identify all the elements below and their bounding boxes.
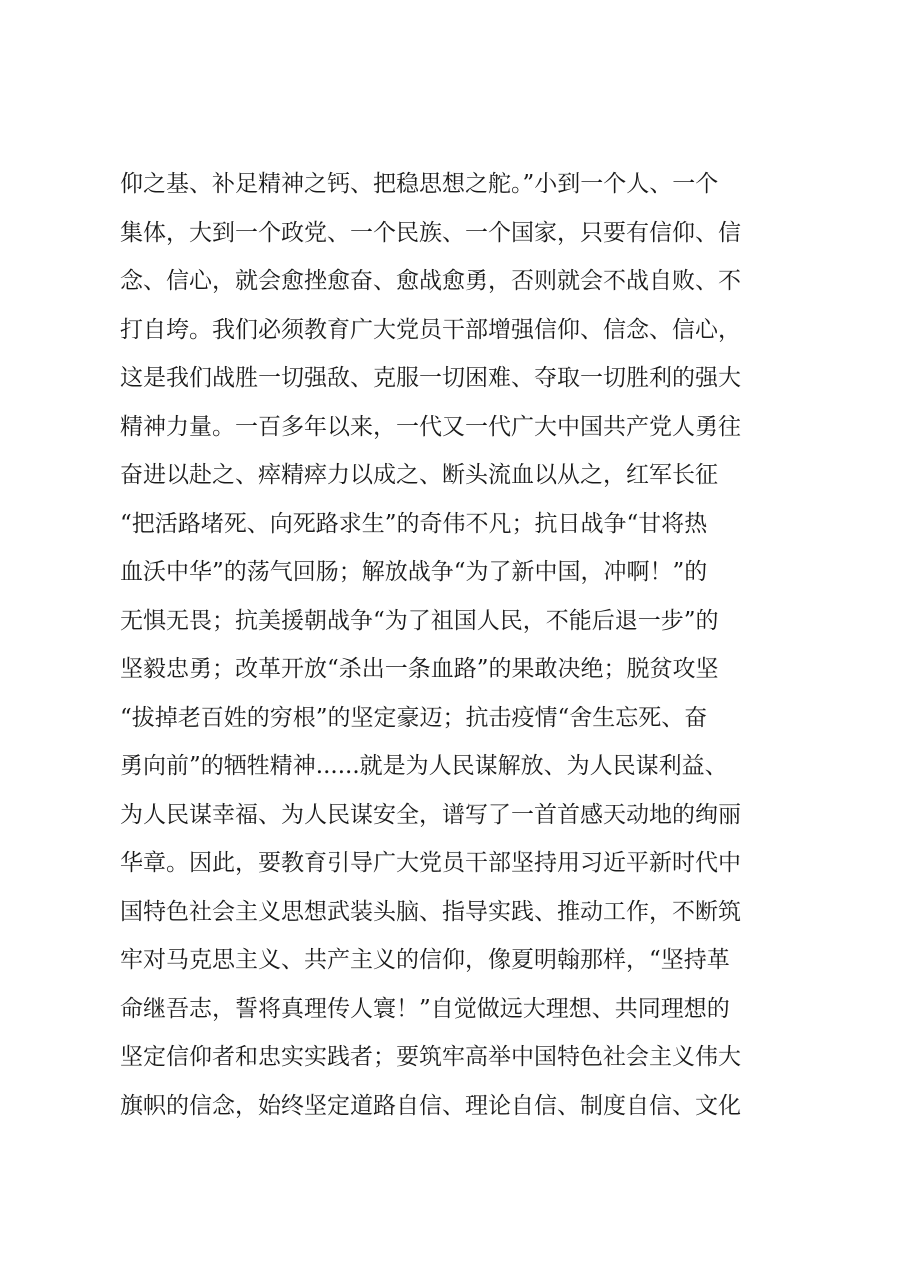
text-line-14: 为人民谋幸福、为人民谋安全，谱写了一首首感天动地的绚丽 xyxy=(120,801,741,828)
text-line-2: 集体，大到一个政党、一个民族、一个国家，只要有信仰、信 xyxy=(120,219,741,246)
text-line-1: 仰之基、补足精神之钙、把稳思想之舵。”小到一个人、一个 xyxy=(120,171,719,197)
body-text xyxy=(120,160,800,1130)
text-line-17: 牢对马克思主义、共产主义的信仰，像夏明翰那样，“坚持革 xyxy=(120,947,730,973)
text-line-5: 这是我们战胜一切强敌、克服一切困难、夺取一切胜利的强大 xyxy=(120,365,741,391)
text-line-4: 打自垮。我们必须教育广大党员干部增强信仰、信念、信心， xyxy=(120,316,741,343)
text-line-19: 坚定信仰者和忠实实践者；要筑牢高举中国特色社会主义伟大 xyxy=(120,1044,741,1070)
text-line-16: 国特色社会主义思想武装头脑、指导实践、推动工作，不断筑 xyxy=(120,898,741,925)
text-line-12: “拔掉老百姓的穷根”的坚定豪迈；抗击疫情“舍生忘死、奋 xyxy=(120,704,708,731)
text-line-15: 华章。因此，要教育引导广大党员干部坚持用习近平新时代中 xyxy=(120,850,741,876)
text-line-6: 精神力量。一百多年以来，一代又一代广大中国共产党人勇往 xyxy=(120,413,741,440)
text-line-11: 坚毅忠勇；改革开放“杀出一条血路”的果敢决绝；脱贫攻坚 xyxy=(120,656,719,682)
text-line-20: 旗帜的信念，始终坚定道路自信、理论自信、制度自信、文化 xyxy=(120,1092,741,1119)
text-line-8: “把活路堵死、向死路求生”的奇伟不凡；抗日战争“甘将热 xyxy=(120,510,708,537)
text-line-18: 命继吾志，誓将真理传人寰！”自觉做远大理想、共同理想的 xyxy=(120,995,730,1022)
text-line-10: 无惧无畏；抗美援朝战争“为了祖国人民，不能后退一步”的 xyxy=(120,607,719,634)
text-line-13: 勇向前”的牺牲精神......就是为人民谋解放、为人民谋利益、 xyxy=(120,753,728,779)
text-line-9: 血沃中华”的荡气回肠；解放战争“为了新中国，冲啊！”的 xyxy=(120,559,708,585)
text-line-7: 奋进以赴之、瘁精瘁力以成之、断头流血以从之，红军长征 xyxy=(120,462,718,488)
text-line-3: 念、信心，就会愈挫愈奋、愈战愈勇，否则就会不战自败、不 xyxy=(120,268,741,294)
